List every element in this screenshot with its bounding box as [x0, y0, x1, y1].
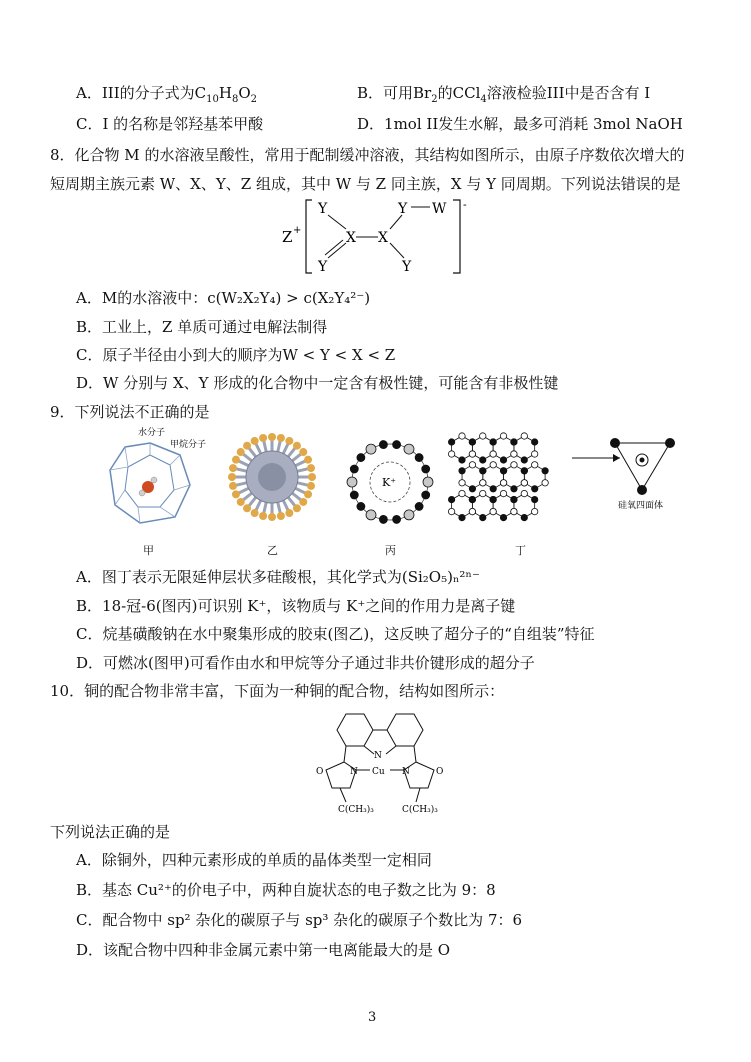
- micelle-head: [308, 473, 316, 481]
- micelle-head: [259, 512, 267, 520]
- silicate-atom: [490, 439, 496, 445]
- micelle-head: [251, 437, 259, 445]
- silicate-atom: [459, 457, 465, 463]
- silicate-atom: [500, 468, 506, 474]
- silicate-atom: [500, 490, 506, 496]
- x-right: X: [378, 230, 388, 246]
- silicate-atom: [469, 486, 475, 492]
- crown-carbon: [415, 502, 423, 510]
- micelle-head: [304, 456, 312, 464]
- q9-option-a: A．图丁表示无限延伸层状多硅酸根，其化学式为(Si₂O₅)ₙ²ⁿ⁻: [76, 568, 480, 586]
- silicate-atom: [521, 480, 527, 486]
- crown-oxygen: [347, 477, 357, 487]
- y-bottom-left: Y: [318, 259, 328, 275]
- carbazole-n: N: [374, 751, 382, 761]
- silicate-atom: [448, 496, 454, 502]
- silicate-atom: [469, 439, 475, 445]
- potassium-ion: K⁺: [382, 476, 397, 489]
- oxazoline-n-left: N: [350, 767, 358, 777]
- silicate-atom: [532, 486, 538, 492]
- silicate-atom: [521, 433, 527, 439]
- silicate-atom: [500, 457, 506, 463]
- silicate-atom: [542, 468, 548, 474]
- q8-stem-line2: 短周期主族元素 W、X、Y、Z 组成，其中 W 与 Z 同主族，X 与 Y 同周期。下列说法错误的是: [50, 175, 681, 193]
- micelle-head: [285, 437, 293, 445]
- label-water: 水分子: [138, 428, 166, 438]
- q10-option-b: B．基态 Cu²⁺的价电子中，两种自旋状态的电子数之比为 9：8: [76, 881, 496, 899]
- q9-option-d: D．可燃冰(图甲)可看作由水和甲烷等分子通过非共价键形成的超分子: [76, 654, 535, 672]
- silicate-atom: [480, 457, 486, 463]
- crown-carbon: [422, 491, 430, 499]
- micelle-head: [307, 482, 315, 490]
- micelle-head: [243, 504, 251, 512]
- figure-yi-micelle: [222, 425, 322, 530]
- silicate-atom: [511, 486, 517, 492]
- silicate-atom: [531, 451, 537, 457]
- copper-center: Cu: [372, 767, 385, 777]
- y-top-left: Y: [318, 201, 328, 217]
- q8-stem-line1: 8．化合物 M 的水溶液呈酸性，常用于配制缓冲溶液，其结构如图所示，由原子序数依次增大的: [50, 146, 685, 164]
- silicate-atom: [469, 496, 475, 502]
- crown-carbon: [422, 465, 430, 473]
- q9-option-c: C．烷基磺酸钠在水中聚集形成的胶束(图乙)，这反映了超分子的“自组装”特征: [76, 625, 595, 643]
- y-top-right: Y: [398, 201, 408, 217]
- silicate-atom: [448, 439, 454, 445]
- q9-stem: 9．下列说法不正确的是: [50, 403, 210, 421]
- micelle-head: [285, 509, 293, 517]
- silicate-atom: [521, 490, 527, 496]
- crown-carbon: [350, 491, 358, 499]
- micelle-head: [293, 442, 301, 450]
- crown-carbon: [350, 465, 358, 473]
- figure-jia-clathrate: [100, 425, 207, 530]
- micelle-head: [229, 464, 237, 472]
- silicate-atom: [469, 462, 475, 468]
- silicate-atom: [511, 451, 517, 457]
- crown-oxygen: [366, 510, 376, 520]
- micelle-head: [304, 490, 312, 498]
- x-left: X: [346, 230, 356, 246]
- label-methane: 甲烷分子: [170, 440, 207, 450]
- micelle-head: [228, 473, 236, 481]
- q8-option-a: A．M的水溶液中：c(W₂X₂Y₄) > c(X₂Y₄²⁻): [76, 289, 371, 307]
- silicate-atom: [521, 457, 527, 463]
- silicate-atom: [521, 468, 527, 474]
- crown-oxygen: [423, 477, 433, 487]
- micelle-head: [268, 433, 276, 441]
- q7-option-a: A．III的分子式为$C_{10}H_8O_2$: [76, 84, 257, 105]
- silicate-atom: [511, 496, 517, 502]
- w-atom: W: [432, 201, 447, 217]
- q7-option-c: C．I 的名称是邻羟基苯甲酸: [76, 115, 264, 133]
- silicate-atom: [469, 508, 475, 514]
- caption-jia: 甲: [143, 544, 154, 557]
- q8-option-d: D．W 分别与 X、Y 形成的化合物中一定含有极性键，可能含有非极性键: [76, 374, 559, 392]
- silicate-atom: [459, 514, 465, 520]
- crown-carbon: [379, 441, 387, 449]
- crown-carbon: [357, 454, 365, 462]
- q8-cation: Z: [282, 228, 293, 246]
- micelle-head: [277, 434, 285, 442]
- q7-option-b: B．可用$Br_2$的CCl$_4$溶液检验III中是否含有 I: [357, 84, 651, 105]
- crown-carbon: [393, 515, 401, 523]
- silicate-atom: [532, 462, 538, 468]
- q10-option-d: D．该配合物中四种非金属元素中第一电离能最大的是 O: [76, 941, 451, 959]
- oxazoline-n-right: N: [402, 767, 410, 777]
- crown-carbon: [357, 502, 365, 510]
- micelle-head: [307, 464, 315, 472]
- crown-oxygen: [366, 444, 376, 454]
- micelle-head: [251, 509, 259, 517]
- caption-bing: 丙: [385, 544, 396, 557]
- micelle-head: [229, 482, 237, 490]
- y-bottom-right: Y: [402, 259, 412, 275]
- q10-sub-stem: 下列说法正确的是: [50, 823, 171, 841]
- silicate-atom: [459, 433, 465, 439]
- silicate-atom: [521, 514, 527, 520]
- crown-carbon: [379, 515, 387, 523]
- crown-oxygen: [404, 444, 414, 454]
- q10-stem: 10．铜的配合物非常丰富，下面为一种铜的配合物，结构如图所示：: [50, 682, 505, 700]
- q8-structure: [280, 195, 480, 280]
- crown-carbon: [415, 454, 423, 462]
- micelle-head: [299, 448, 307, 456]
- oxygen-right: O: [436, 767, 444, 777]
- micelle-head: [293, 504, 301, 512]
- left-bracket: [306, 200, 312, 273]
- silicate-atom: [500, 514, 506, 520]
- silicate-atom: [448, 451, 454, 457]
- micelle-head: [232, 456, 240, 464]
- silicate-atom: [490, 496, 496, 502]
- q7-option-d: D．1mol II发生水解，最多可消耗 3mol NaOH: [357, 115, 683, 133]
- page-number: 3: [368, 1010, 377, 1025]
- silicate-atom: [480, 468, 486, 474]
- silicate-atom: [542, 480, 548, 486]
- tbu-right: C(CH₃)₃: [402, 805, 438, 815]
- silicate-atom: [459, 490, 465, 496]
- micelle-head: [299, 498, 307, 506]
- silicate-atom: [511, 439, 517, 445]
- q8-option-c: C．原子半径由小到大的顺序为W < Y < X < Z: [76, 346, 396, 364]
- micelle-head: [237, 498, 245, 506]
- silicate-atom: [490, 451, 496, 457]
- silicate-atom: [531, 439, 537, 445]
- micelle-head: [268, 513, 276, 521]
- micelle-head: [277, 512, 285, 520]
- silicate-atom: [480, 433, 486, 439]
- micelle-head: [243, 442, 251, 450]
- silicate-atom: [490, 508, 496, 514]
- figure-bing-crown-ether: [340, 432, 440, 532]
- caption-ding: 丁: [515, 544, 526, 557]
- q9-option-b: B．18-冠-6(图丙)可识别 K⁺，该物质与 K⁺之间的作用力是离子键: [76, 597, 516, 615]
- tetra-label: 硅氧四面体: [618, 501, 664, 511]
- silicate-atom: [459, 468, 465, 474]
- silicate-atom: [511, 462, 517, 468]
- silicate-atom: [490, 486, 496, 492]
- silicate-atom: [469, 451, 475, 457]
- silicate-atom: [531, 508, 537, 514]
- q10-copper-complex-structure: [296, 706, 466, 814]
- q8-cation-charge: +: [293, 225, 302, 236]
- q8-anion-charge: -: [463, 198, 467, 211]
- silicate-atom: [448, 508, 454, 514]
- silicate-atom: [480, 514, 486, 520]
- q10-option-a: A．除铜外，四种元素形成的单质的晶体类型一定相同: [76, 851, 432, 869]
- caption-yi: 乙: [267, 544, 278, 557]
- silicate-atom: [500, 433, 506, 439]
- silicate-atom: [511, 508, 517, 514]
- micelle-head: [232, 490, 240, 498]
- oxygen-left: O: [316, 767, 324, 777]
- micelle-head: [237, 448, 245, 456]
- right-bracket: [453, 200, 460, 273]
- silicate-atom: [490, 462, 496, 468]
- q10-option-c: C．配合物中 sp² 杂化的碳原子与 sp³ 杂化的碳原子个数比为 7：6: [76, 911, 523, 929]
- silicate-atom: [480, 480, 486, 486]
- crown-oxygen: [404, 510, 414, 520]
- silicate-atom: [531, 496, 537, 502]
- q8-option-b: B．工业上，Z 单质可通过电解法制得: [76, 318, 328, 336]
- silicate-atom: [459, 480, 465, 486]
- silicate-atom: [500, 480, 506, 486]
- micelle-head: [259, 434, 267, 442]
- tbu-left: C(CH₃)₃: [338, 805, 374, 815]
- crown-carbon: [393, 441, 401, 449]
- figure-ding-silicate-sheet: [450, 428, 664, 533]
- silicate-atom: [480, 490, 486, 496]
